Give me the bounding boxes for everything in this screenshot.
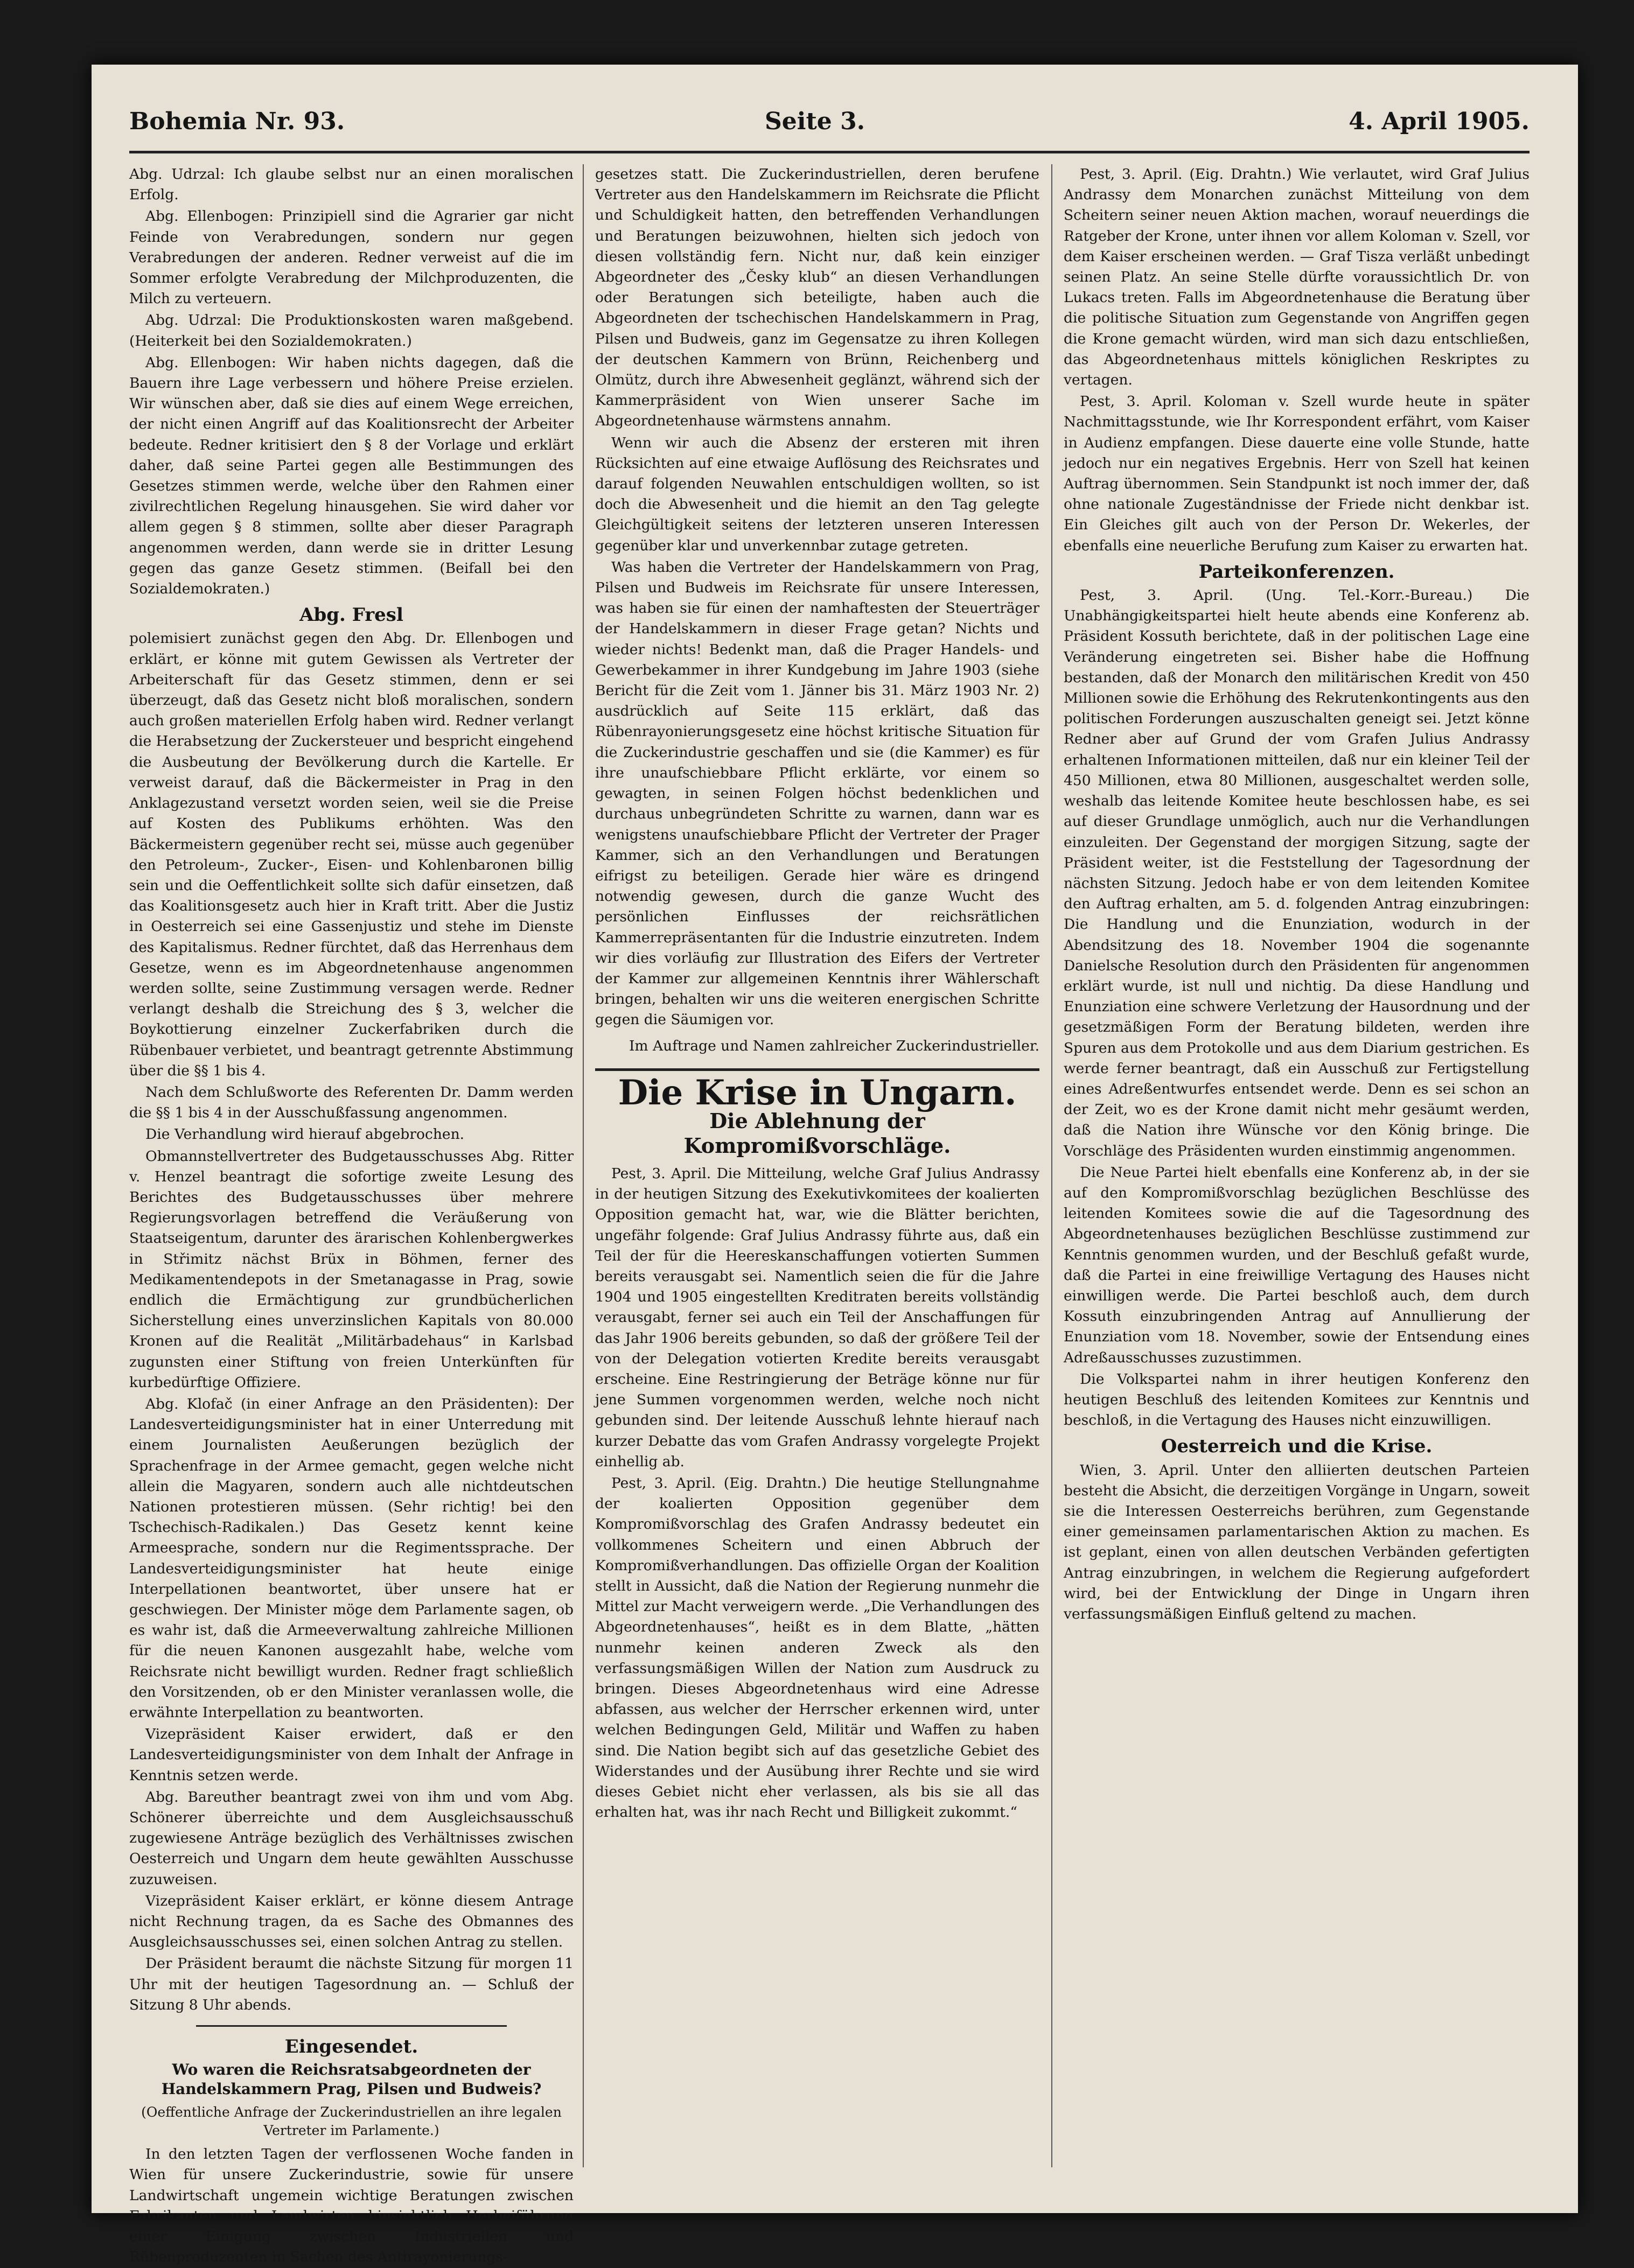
column-2 bbox=[595, 164, 1039, 2167]
paragraph: Wien, 3. April. Unter den alliierten deutschen Parteien besteht die Absicht, die derzeitigen Vorgänge in Ungarn, soweit sie die Interessen Oesterreichs berühren, zum Gegenstande einer gemeinsamen parlamentarischen Aktion zu machen. Es ist geplant, einen von allen deutschen Verbänden gefertigten Antrag einzubringen, in welchem die Regierung aufgefordert wird, bei der Entwicklung der Dinge in Ungarn ihren verfassungsmäßigen Einfluß geltend zu machen. bbox=[1064, 1461, 1530, 1623]
paragraph: Was haben die Vertreter der Handelskammern von Prag, Pilsen und Budweis im Reichsrate für unsere Interessen, was haben sie für einen der namhaftesten der Steuerträger der Handelskammern in dieser Frage getan? Nichts und wieder nichts! Bedenkt man, daß die Prager Handels- und Gewerbekammer in ihrer Kundgebung im Jahre 1903 (siehe Bericht für die Zeit vom 1. Jänner bis 31. März 1903 Nr. 2) ausdrücklich auf Seite 115 erklärt, daß das Rübenrayonierungsgesetz eine höchst kritische Situation für die Zuckerindustrie geschaffen und sie (die Kammer) es für ihre unaufschiebbare Pflicht erklärte, vor einem so gewagten, in seinen Folgen höchst bedenklichen und durchaus unbegründeten Schritte zu warnen, dann war es wenigstens unaufschiebbare Pflicht der Vertreter der Prager Kammer, sich an den Verhandlungen und Beratungen eifrigst zu beteiligen. Gerade hier wäre es dringend notwendig gewesen, durch die ganze Wucht des persönlichen Einflusses der reichsrätlichen Kammerrepräsentanten für die Industrie einzutreten. Indem wir dies vorläufig zur Illustration des Eifers der Vertreter der Kammer zur allgemeinen Kenntnis ihrer Wählerschaft bringen, behalten wir uns die weiteren energischen Schritte gegen die Säumigen vor. bbox=[595, 558, 1039, 1028]
section-heading-parteikonferenzen: Parteikonferenzen. bbox=[1198, 561, 1395, 583]
paragraph: Abg. Udrzal: Die Produktionskosten waren maßgebend. (Heiterkeit bei den Sozialdemokraten.) bbox=[129, 312, 574, 349]
section-heading-oesterreich: Oesterreich und die Krise. bbox=[1161, 1436, 1433, 1458]
paragraph: Obmannstellvertreter des Budgetausschusses Abg. Ritter v. Henzel beantragt die sofortige zweite Lesung des Berichtes des Budgetausschusses über mehrere Regierungsvorlagen betreffend die Veräußerung von Staatseigentum, darunter des ärarischen Kohlenbergwerkes in Střimitz nächst Brüx in Böhmen, ferner des Medikamentendepots in der Smetanagasse in Prag, sowie endlich die Ermächtigung zur grundbücherlichen Sicherstellung eines unverzinslichen Kapitals von 80.000 Kronen auf die Realität „Militärbadehaus“ in Karlsbad zugunsten einer Stiftung von freien Unterkünften für kurbedürftige Offiziere. bbox=[129, 1147, 574, 1391]
paragraph: Nach dem Schlußworte des Referenten Dr. Damm werden die §§ 1 bis 4 in der Ausschußfassung angenommen. bbox=[129, 1083, 574, 1122]
paragraph: Pest, 3. April. Koloman v. Szell wurde heute in später Nachmittagsstunde, wie Ihr Korrespondent erfährt, vom Kaiser in Audienz empfangen. Diese dauerte eine volle Stunde, hatte jedoch nur ein negatives Ergebnis. Herr von Szell hat keinen Auftrag übernommen. Sein Standpunkt ist noch immer der, daß ohne nationale Zugeständnisse der Friede nicht denkbar ist. Ein Gleiches gilt auch von der Person Dr. Wekerles, der ebenfalls eine neuerliche Berufung zum Kaiser zu erwarten hat. bbox=[1064, 393, 1530, 554]
paragraph: Pest, 3. April. (Eig. Drahtn.) Wie verlautet, wird Graf Julius Andrassy dem Monarchen zunächst Mitteilung von dem Scheitern seiner neuen Aktion machen, worauf neuerdings die Ratgeber der Krone, unter ihnen vor allem Koloman v. Szell, vor dem Kaiser erscheinen werden. — Graf Tisza verläßt unbedingt seinen Platz. An seine Stelle dürfte voraussichtlich Dr. von Lukacs treten. Falls im Abgeordnetenhause die Beratung über die politische Situation zum Gegenstande von Angriffen gegen die Krone gemacht würden, wird man sich dazu entschließen, das Abgeordnetenhaus mittels königlichen Reskriptes zu vertagen. bbox=[1064, 166, 1530, 389]
eingesendet-title: Wo waren die Reichsratsabgeordneten der Handelskammern Prag, Pilsen und Budweis? bbox=[161, 2061, 542, 2098]
sub-headline: Die Ablehnung der Kompromißvorschläge. bbox=[683, 1108, 951, 1158]
signature: Im Auftrage und Namen zahlreicher Zuckerindustrieller. bbox=[629, 1037, 1039, 1054]
paragraph: Vizepräsident Kaiser erklärt, er könne diesem Antrage nicht Rechnung tragen, da es Sache des Obmannes des Ausgleichsausschusses sei, einen solchen Antrag zu stellen. bbox=[129, 1892, 574, 1951]
paragraph: polemisiert zunächst gegen den Abg. Dr. Ellenbogen und erklärt, er könne mit gutem Gewissen als Vertreter der Arbeiterschaft für das Gesetz stimmen, denn er sei überzeugt, daß das Gesetz nicht bloß moralischen, sondern auch großen materiellen Erfolg haben wird. Redner verlangt die Herabsetzung der Zuckersteuer und bespricht eingehend die Ausbeutung der Bevölkerung durch die Kartelle. Er verweist darauf, daß die Bäckermeister in Prag in den Anklagezustand versetzt worden seien, weil sie die Preise auf Kosten des Publikums erhöhten. Was den Bäckermeistern gegenüber recht sei, müsse auch gegenüber den Petroleum-, Zucker-, Eisen- und Kohlenbaronen billig sein und die Oeffentlichkeit sollte sich dafür einsetzen, daß das Koalitionsgesetz auch hier in Kraft tritt. Aber die Justiz in Oesterreich sei eine Gassenjustiz und stehe im Dienste des Kapitalismus. Redner fürchtet, daß das Herrenhaus dem Gesetze, wenn es im Abgeordnetenhause angenommen werden sollte, seine Zustimmung versagen werde. Redner verlangt deshalb die Streichung des § 3, welcher die Boykottierung einzelner Zuckerfabriken durch die Rübenbauer verbietet, und beantragt getrennte Abstimmung über die §§ 1 bis 4. bbox=[129, 630, 574, 1079]
paragraph: Abg. Bareuther beantragt zwei von ihm und vom Abg. Schönerer überreichte und dem Ausgleichsausschuß zugewiesene Anträge bezüglich des Verhältnisses zwischen Oesterreich und Ungarn dem heute gewählten Ausschusse zuzuweisen. bbox=[129, 1788, 574, 1888]
section-divider bbox=[196, 2025, 507, 2027]
paragraph: Pest, 3. April. (Eig. Drahtn.) Die heutige Stellungnahme der koalierten Opposition gegenüber dem Kompromißvorschlag des Grafen Andrassy bedeutet ein vollkommenes Scheitern und einen Abbruch der Kompromißverhandlungen. Das offizielle Organ der Koalition stellt in Aussicht, daß die Nation der Regierung nunmehr die Mittel zur Macht verweigern werde. „Die Verhandlungen des Abgeordnetenhauses“, heißt es in dem Blatte, „hätten nunmehr keinen anderen Zweck als den verfassungsmäßigen Willen der Nation zum Ausdruck zu bringen. Dieses Abgeordnetenhaus wird eine Adresse abfassen, aus welcher der Herrscher erkennen wird, unter welchen Bedingungen Geld, Militär und Waffen zu haben sind. Die Nation begibt sich auf das gesetzliche Gebiet des Widerstandes und der Ausübung ihrer Rechte und sie wird dieses Gebiet nicht eher verlassen, als bis sie all das erhalten hat, was ihr nach Recht und Billigkeit zukommt.“ bbox=[595, 1474, 1039, 1821]
eingesendet-subtitle: (Oeffentliche Anfrage der Zuckerindustriellen an ihre legalen Vertreter im Parlamente.) bbox=[141, 2104, 562, 2139]
paragraph: Pest, 3. April. Die Mitteilung, welche Graf Julius Andrassy in der heutigen Sitzung des Exekutivkomitees der koalierten Opposition gemacht hat, war, wie die Blätter berichten, ungefähr folgende: Graf Julius Andrassy führte aus, daß ein Teil der für die Heereskanschaffungen votierten Summen bereits verausgabt sei. Namentlich seien die für die Jahre 1904 und 1905 eingestellten Kreditraten bereits vollständig verausgabt, ferner sei auch ein Teil der Anschaffungen für das Jahr 1906 bereits gebunden, so daß der größere Teil der von der Delegation votierten Kredite bereits verausgabt erscheine. Eine Restringierung der Beträge könne nur für jene Summen vorgenommen werden, welche noch nicht gebunden sind. Der leitende Ausschuß lehnte hierauf nach kurzer Debatte das vom Grafen Andrassy vorgelegte Projekt einhellig ab. bbox=[595, 1165, 1039, 1470]
column-3 bbox=[1064, 164, 1530, 2167]
paragraph: gesetzes statt. Die Zuckerindustriellen, deren berufene Vertreter aus den Handelskammern im Reichsrate die Pflicht und Schuldigkeit hatten, den betreffenden Verhandlungen und Beratungen beizuwohnen, hielten sich jedoch von diesen vollständig fern. Nicht nur, daß kein einziger Abgeordneter des „Česky klub“ an diesen Verhandlungen oder Beratungen sich beteiligte, haben auch die Abgeordneten der tschechischen Handelskammern in Prag, Pilsen und Budweis, ganz im Gegensatze zu ihren Kollegen der deutschen Kammern von Brünn, Reichenberg und Olmütz, durch ihre Abwesenheit geglänzt, während sich der Kammerpräsident von Wien unserer Sache im Abgeordnetenhause wärmstens annahm. bbox=[595, 166, 1039, 430]
header-page-number: Seite 3. bbox=[765, 108, 865, 135]
paragraph: Die Volkspartei nahm in ihrer heutigen Konferenz den heutigen Beschluß des leitenden Komitees zur Kenntnis und beschloß, in die Vertagung des Hauses nicht einzuwilligen. bbox=[1064, 1370, 1530, 1429]
paragraph: Der Präsident beraumt die nächste Sitzung für morgen 11 Uhr mit der heutigen Tagesordnung an. — Schluß der Sitzung 8 Uhr abends. bbox=[129, 1955, 574, 2013]
header-date: 4. April 1905. bbox=[1349, 108, 1530, 135]
paragraph: Vizepräsident Kaiser erwidert, daß er den Landesverteidigungsminister von dem Inhalt der Anfrage in Kenntnis setzen werde. bbox=[129, 1726, 574, 1784]
speaker-heading: Abg. Fresl bbox=[299, 604, 403, 626]
newspaper-page bbox=[92, 65, 1578, 2266]
section-heading-eingesendet: Eingesendet. bbox=[284, 2036, 418, 2058]
paragraph: Pest, 3. April. (Ung. Tel.-Korr.-Bureau.) Die Unabhängigkeitspartei hielt heute abends eine Konferenz ab. Präsident Kossuth berichtete, daß in der politischen Lage eine Veränderung eingetreten sei. Bisher habe die Hoffnung bestanden, daß der Monarch den militärischen Kredit von 450 Millionen sowie die Erhöhung des Rekrutenkontingents aus den politischen Forderungen auszuschalten geneigt sei. Jetzt könne Redner aber auf Grund der vom Grafen Julius Andrassy erhaltenen Informationen mitteilen, daß nur ein kleiner Teil der 450 Millionen, etwa 80 Millionen, ausgeschaltet werden solle, weshalb das leitende Komitee heute beschlossen habe, es sei auf dieser Grundlage unmöglich, auch nur die Verhandlungen einzuleiten. Der Gegenstand der morgigen Sitzung, sagte der Präsident weiter, ist die Feststellung der Tagesordnung der nächsten Sitzung. Jedoch habe er von dem leitenden Komitee den Auftrag erhalten, am 5. d. folgenden Antrag einzubringen: Die Handlung und die Enunziation, wodurch in der Abendsitzung des 18. November 1904 die sogenannte Danielsche Resolution durch den Präsidenten für angenommen erklärt wurde, ist null und nichtig. Da diese Handlung und Enunziation eine schwere Verletzung der Hausordnung und der gesetzmäßigen Form der Beratung bildeten, werden ihre Spuren aus dem Protokolle und aus dem Diarium gestrichen. Es werde ferner beantragt, daß ein Ausschuß zur Fertigstellung eines Adreßentwurfes entsendet werde. Denn es sei schon an der Zeit, wo es der Krone damit nicht mehr gesäumt werden, daß die Nation ihre Wünsche vor den König bringe. Die Vorschläge des Präsidenten wurden einstimmig angenommen. bbox=[1064, 587, 1530, 1159]
header-rule bbox=[129, 151, 1530, 153]
main-headline: Die Krise in Ungarn. bbox=[618, 1072, 1017, 1113]
section-divider bbox=[595, 1068, 1039, 1071]
paragraph: Abg. Ellenbogen: Prinzipiell sind die Agrarier gar nicht Feinde von Verabredungen, sondern nur gegen Verabredungen der anderen. Redner verweist auf die im Sommer erfolgte Verabredung der Milchproduzenten, die Milch zu verteuern. bbox=[129, 208, 574, 307]
paragraph: Abg. Ellenbogen: Wir haben nichts dagegen, daß die Bauern ihre Lage verbessern und höhere Preise erzielen. Wir wünschen aber, daß sie dies auf einem Wege erreichen, der nicht einen Angriff auf das Koalitionsrecht der Arbeiter bedeute. Redner kritisiert den § 8 der Vorlage und erklärt daher, daß seine Partei gegen alle Bestimmungen des Gesetzes stimmen werde, welche über den Rahmen einer zivilrechtlichen Regelung hinausgehen. Sie wird daher vor allem gegen § 8 stimmen, sollte aber dieser Paragraph angenommen werden, dann werde sie in dritter Lesung gegen das ganze Gesetz stimmen. (Beifall bei den Sozialdemokraten.) bbox=[129, 354, 574, 598]
column-divider bbox=[583, 164, 584, 2167]
paragraph: Wenn wir auch die Absenz der ersteren mit ihren Rücksichten auf eine etwaige Auflösung des Reichsrates und darauf folgenden Neuwahlen entschuldigen wollten, so ist doch die Abwesenheit und die hiemit an den Tag gelegte Gleichgültigkeit seitens der letzteren unseren Interessen gegenüber klar und unverkennbar zutage getreten. bbox=[595, 434, 1039, 554]
column-1 bbox=[129, 164, 574, 2266]
paragraph: Die Neue Partei hielt ebenfalls eine Konferenz ab, in der sie auf den Kompromißvorschlag bezüglichen Beschlüsse des leitenden Komitees sowie die auf die Tagesordnung des Abgeordnetenhauses bezüglichen Beschlüsse zustimmend zur Kenntnis genommen wurden, und der Beschluß gefaßt wurde, daß die Partei in eine freiwillige Vertagung des Hauses nicht einwilligen werde. Die Partei beschloß auch, dem durch Kossuth einzubringenden Antrag auf Annullierung der Enunziation vom 18. November, sowie der Entsendung eines Adreßausschusses zuzustimmen. bbox=[1064, 1164, 1530, 1366]
paragraph: Die Verhandlung wird hierauf abgebrochen. bbox=[145, 1126, 465, 1143]
paragraph: In den letzten Tagen der verflossenen Woche fanden in Wien für unsere Zuckerindustrie, sowie für unsere Landwirtschaft ungemein wichtige Beratungen zwischen Fabrikanten und Landwirten hinsichtlich Herbeiführung einer Einigung zwischen Industriellen und Rübenproduzenten in Sachen des Antirayonierungs- bbox=[129, 2146, 574, 2266]
column-divider bbox=[1051, 164, 1052, 2167]
paragraph: Abg. Klofač (in einer Anfrage an den Präsidenten): Der Landesverteidigungsminister hat in einer Unterredung mit einem Journalisten Aeußerungen bezüglich der Sprachenfrage in der Armee gemacht, gegen welche nicht allein die Magyaren, sondern auch alle nichtdeutschen Nationen protestieren müssen. (Sehr richtig! bei den Tschechisch-Radikalen.) Das Gesetz kennt keine Armeesprache, sondern nur die Regimentssprache. Der Landesverteidigungsminister hat heute einige Interpellationen beantwortet, über unsere hat er geschwiegen. Der Minister möge dem Parlamente sagen, ob es wahr ist, daß die Armeeverwaltung zahlreiche Millionen für die neuen Kanonen ausgezahlt habe, welche vom Reichsrate nicht bewilligt wurden. Redner fragt schließlich den Vorsitzenden, ob er den Minister veranlassen wolle, die erwähnte Interpellation zu beantworten. bbox=[129, 1395, 574, 1721]
header-issue: Bohemia Nr. 93. bbox=[129, 108, 345, 135]
paragraph: Abg. Udrzal: Ich glaube selbst nur an einen moralischen Erfolg. bbox=[129, 166, 574, 204]
page-header bbox=[129, 108, 1530, 140]
